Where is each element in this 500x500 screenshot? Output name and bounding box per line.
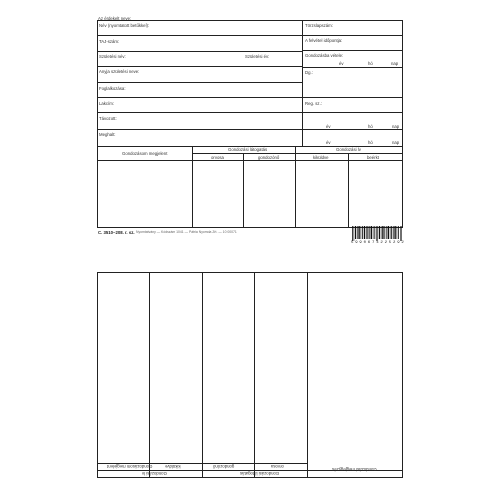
ho-label: hó (368, 124, 373, 129)
back-col5-label: Gondozási megjegyzés (332, 467, 377, 472)
died-label: Meghalt: (99, 132, 116, 137)
row-line (97, 82, 302, 83)
ev-label: év (339, 61, 344, 66)
back-sub-a-label: Gondozási lv (142, 471, 167, 476)
col-line (348, 153, 349, 228)
diag-label: Dg.: (305, 70, 313, 75)
occupation-label: Foglalkozása: (99, 86, 126, 91)
back-col-line (307, 272, 308, 478)
table-sub2a-header: orvosa (211, 154, 224, 160)
row-line (302, 35, 403, 36)
ev-label: év (326, 124, 331, 129)
back-form-frame (97, 272, 403, 478)
ev-label: év (326, 140, 331, 145)
address-label: Lakcím: (99, 101, 115, 106)
table-group2-header: Gondozási látogatás (228, 147, 268, 152)
barcode-digits: 5 9 9 0 6 7 4 2 2 5 2 9 2 (351, 241, 404, 245)
back-col-line (202, 272, 203, 478)
ho-label: hó (368, 61, 373, 66)
back-col3-label: gondozónő (213, 464, 235, 469)
row-line (302, 67, 403, 68)
col-line (192, 146, 193, 228)
nap-label: nap (392, 124, 400, 129)
taj-label: TAJ-szám: (99, 39, 120, 44)
form-code: C. 3510–208. r. sz. (98, 230, 135, 235)
birth-name-label: Születési név: (99, 54, 126, 59)
row-line (97, 51, 302, 52)
back-col-line (254, 272, 255, 478)
header-note: Az érdekelt neve: (98, 16, 132, 21)
name-label: Név (nyomtatott betűkkel): (99, 23, 150, 28)
record-label: A felvétel időpontja: (305, 38, 343, 43)
table-sub2b-header: gondozónő (258, 154, 280, 160)
row-line (97, 97, 302, 98)
row-line (97, 112, 403, 113)
col-line (243, 153, 244, 228)
col-line (295, 146, 296, 228)
table-group3-header: Gondozási lv (336, 147, 361, 152)
title-label: Törzslapszám: (305, 23, 333, 28)
row-line (302, 50, 403, 51)
moved-label: Távozott: (99, 116, 117, 121)
row-line (97, 160, 403, 161)
nap-label: nap (392, 140, 400, 145)
back-col1-label: Gondozásom megjelent (107, 464, 153, 469)
birth-year-label: Születési év: (245, 54, 270, 59)
form-footer-note: Nyomtatvány — Kódszám 1041 — Pátria Nyomda Zrt. — 10 00071 (136, 230, 237, 234)
ho-label: hó (368, 140, 373, 145)
back-sub-b-label: Gondozási látogatás (240, 471, 280, 476)
table-sub3b-header: beérkt (367, 154, 379, 160)
back-col4-label: orvosa (271, 464, 284, 469)
back-col-line (149, 272, 150, 478)
row-line (302, 97, 403, 98)
mother-name-label: Anyja születési neve: (99, 69, 140, 74)
back-col2-label: kiküldve (165, 464, 181, 469)
table-sub3a-header: kiküldve (313, 154, 329, 160)
reg-label: Reg. sz.: (305, 101, 322, 106)
guardianship-label: Gondozásba vétele: (305, 53, 344, 58)
row-line (97, 66, 302, 67)
row-line (97, 129, 403, 130)
row-line (97, 35, 302, 36)
nap-label: nap (391, 61, 399, 66)
section-divider (302, 20, 303, 146)
table-col1-header: Gondozásom megjelent (122, 151, 168, 156)
